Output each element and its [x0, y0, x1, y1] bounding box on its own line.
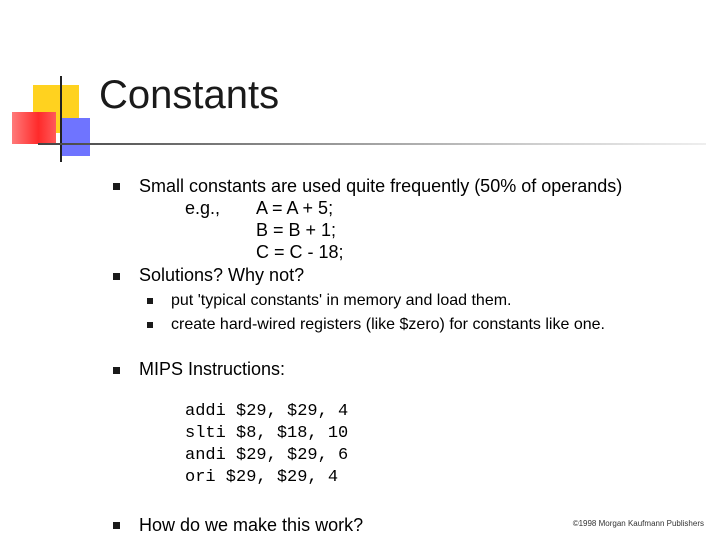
- example-equation-b: B = B + 1;: [256, 220, 337, 240]
- bullet-small-constants: Small constants are used quite frequently (50% of operands): [139, 176, 623, 196]
- example-equation-c: C = C - 18;: [256, 242, 344, 262]
- sub-bullet-marker: [147, 298, 153, 304]
- bullet-marker: [113, 367, 120, 374]
- bullet-marker: [113, 183, 120, 190]
- sub-bullet-memory: put 'typical constants' in memory and load them.: [171, 292, 512, 309]
- sub-bullet-marker: [147, 322, 153, 328]
- slide-title: Constants: [99, 73, 280, 117]
- bullet-marker: [113, 273, 120, 280]
- code-line: ori $29, $29, 4: [185, 468, 339, 487]
- logo-vertical-line: [60, 76, 62, 162]
- bullet-marker: [113, 522, 120, 529]
- bullet-how-make-work: How do we make this work?: [139, 515, 364, 535]
- code-line: addi $29, $29, 4: [185, 402, 349, 421]
- copyright-footer: ©1998 Morgan Kaufmann Publishers: [572, 519, 704, 528]
- logo-blue-square: [60, 118, 90, 156]
- logo-red-square: [12, 112, 56, 144]
- bullet-solutions: Solutions? Why not?: [139, 265, 305, 285]
- code-line: andi $29, $29, 6: [185, 446, 349, 465]
- example-label: e.g.,: [185, 198, 221, 218]
- example-equation-a: A = A + 5;: [256, 198, 334, 218]
- title-rule: [38, 143, 706, 145]
- sub-bullet-registers: create hard-wired registers (like $zero) for constants like one.: [171, 316, 605, 333]
- bullet-mips-instructions: MIPS Instructions:: [139, 359, 286, 379]
- code-line: slti $8, $18, 10: [185, 424, 349, 443]
